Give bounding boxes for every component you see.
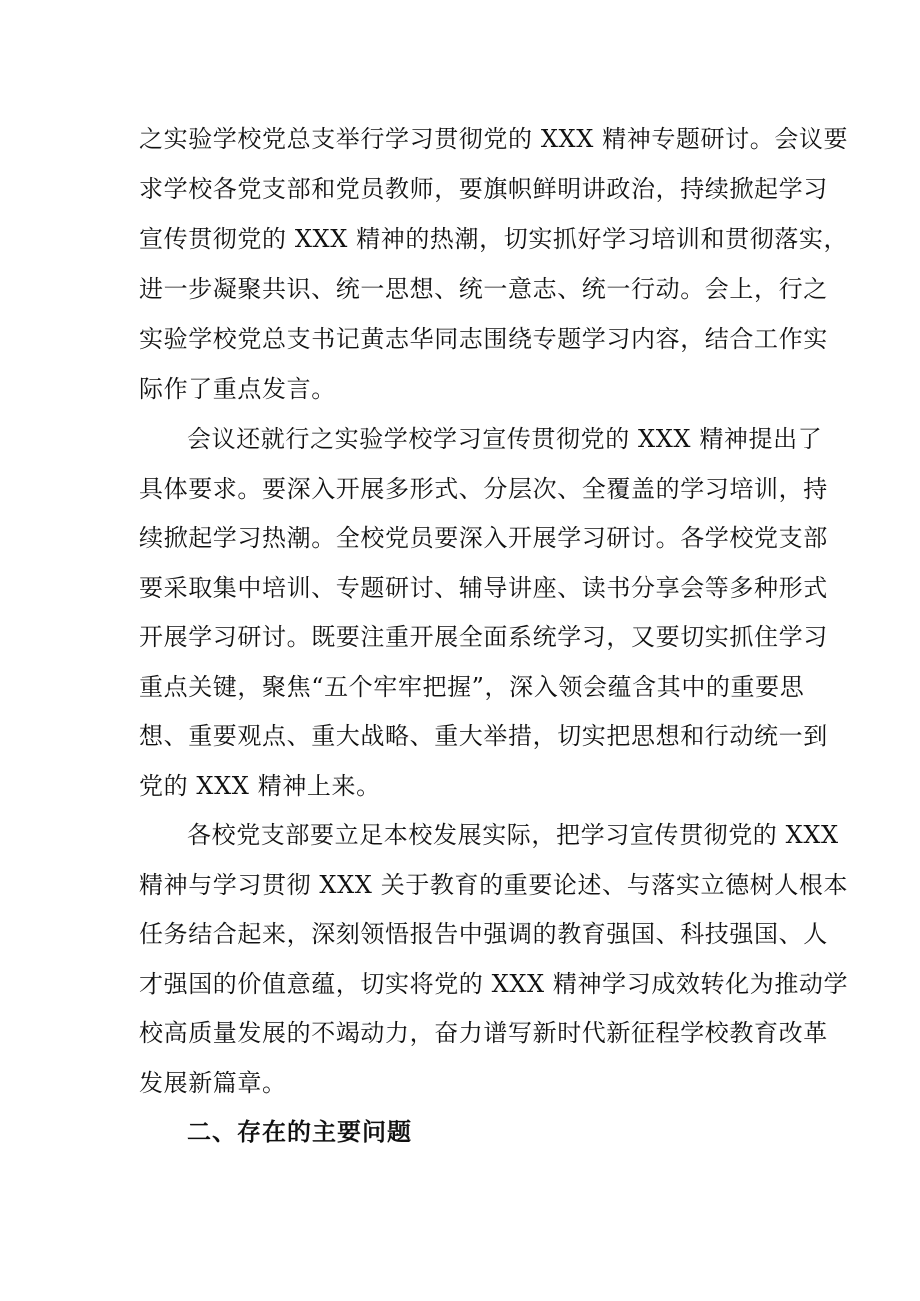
paragraph-line: 求学校各党支部和党员教师，要旗帜鲜明讲政治，持续掀起学习 xyxy=(139,175,828,203)
paragraph-line: 发展新篇章。 xyxy=(139,1069,287,1097)
paragraph-line: 重点关键，聚焦“五个牢牢把握”，深入领会蕴含其中的重要思 xyxy=(139,673,805,701)
paragraph-line: 各校党支部要立足本校发展实际，把学习宣传贯彻党的 XXX xyxy=(187,821,839,849)
paragraph-line: 党的 XXX 精神上来。 xyxy=(139,772,381,800)
paragraph-line: 具体要求。要深入开展多形式、分层次、全覆盖的学习培训，持 xyxy=(139,475,828,503)
paragraph-line: 开展学习研讨。既要注重开展全面系统学习，又要切实抓住学习 xyxy=(139,623,828,651)
paragraph-line: 实验学校党总支书记黄志华同志围绕专题学习内容，结合工作实 xyxy=(139,325,828,353)
paragraph-line: 之实验学校党总支举行学习贯彻党的 XXX 精神专题研讨。会议要 xyxy=(139,125,849,153)
paragraph-line: 际作了重点发言。 xyxy=(139,375,336,403)
paragraph-line: 进一步凝聚共识、统一思想、统一意志、统一行动。会上，行之 xyxy=(139,275,828,303)
paragraph-line: 校高质量发展的不竭动力，奋力谱写新时代新征程学校教育改革 xyxy=(139,1019,828,1047)
paragraph-line: 续掀起学习热潮。全校党员要深入开展学习研讨。各学校党支部 xyxy=(139,524,828,552)
paragraph-line: 才强国的价值意蕴，切实将党的 XXX 精神学习成效转化为推动学 xyxy=(139,970,849,998)
paragraph-line: 要采取集中培训、专题研讨、辅导讲座、读书分享会等多种形式 xyxy=(139,574,828,602)
paragraph-line: 任务结合起来，深刻领悟报告中强调的教育强国、科技强国、人 xyxy=(139,920,828,948)
paragraph-line: 精神与学习贯彻 XXX 关于教育的重要论述、与落实立德树人根本 xyxy=(139,871,849,899)
paragraph-line: 会议还就行之实验学校学习宣传贯彻党的 XXX 精神提出了 xyxy=(187,425,823,453)
paragraph-line: 宣传贯彻党的 XXX 精神的热潮，切实抓好学习培训和贯彻落实， xyxy=(139,225,849,253)
section-heading: 二、存在的主要问题 xyxy=(187,1117,412,1146)
paragraph-line: 想、重要观点、重大战略、重大举措，切实把思想和行动统一到 xyxy=(139,722,828,750)
